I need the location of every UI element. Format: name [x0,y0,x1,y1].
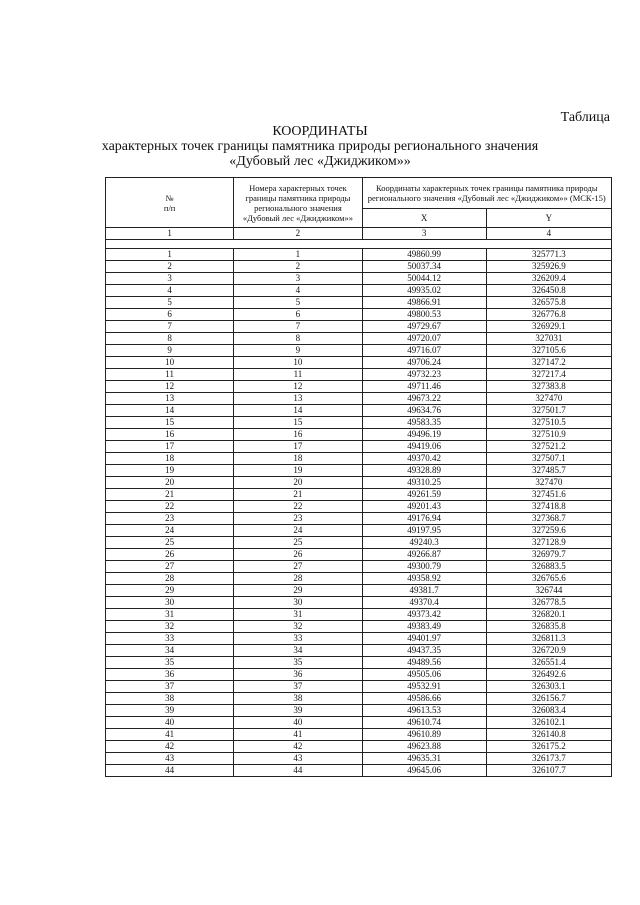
cell-x: 49489.56 [362,657,486,669]
table-row [106,705,612,717]
cell-point: 17 [234,441,362,453]
cell-number: 35 [106,657,234,669]
cell-number: 23 [106,513,234,525]
cell-x: 49310.25 [362,477,486,489]
cell-point: 18 [234,453,362,465]
cell-number: 9 [106,345,234,357]
table-row [106,669,612,681]
cell-x: 49623.88 [362,741,486,753]
coordinates-table [105,177,612,777]
cell-number: 15 [106,417,234,429]
cell-number: 44 [106,765,234,777]
cell-x: 50037.34 [362,261,486,273]
table-row [106,681,612,693]
cell-number: 2 [106,261,234,273]
cell-number: 40 [106,717,234,729]
table-row [106,393,612,405]
cell-point: 6 [234,309,362,321]
cell-point: 5 [234,297,362,309]
table-row [106,501,612,513]
cell-y: 327031 [486,333,611,345]
cell-y: 326173.7 [486,753,611,765]
cell-x: 49645.06 [362,765,486,777]
cell-y: 327105.6 [486,345,611,357]
table-row [106,465,612,477]
cell-y: 325926.9 [486,261,611,273]
cell-point: 16 [234,429,362,441]
header-coordinates: Координаты характерных точек границы памятника природы регионального значения «Дубовый лес «Джиджиком»» (МСК-15) [362,178,611,209]
table-row [106,345,612,357]
cell-point: 24 [234,525,362,537]
cell-x: 49358.92 [362,573,486,585]
cell-number: 17 [106,441,234,453]
cell-point: 30 [234,597,362,609]
cell-point: 36 [234,669,362,681]
cell-point: 39 [234,705,362,717]
cell-x: 49300.79 [362,561,486,573]
cell-y: 327485.7 [486,465,611,477]
cell-x: 49860.99 [362,249,486,261]
table-row [106,597,612,609]
cell-x: 49732.23 [362,369,486,381]
cell-number: 32 [106,621,234,633]
cell-point: 21 [234,489,362,501]
cell-x: 49610.89 [362,729,486,741]
cell-point: 42 [234,741,362,753]
table-row [106,321,612,333]
cell-number: 5 [106,297,234,309]
cell-x: 49800.53 [362,309,486,321]
cell-number: 42 [106,741,234,753]
cell-y: 327521.2 [486,441,611,453]
cell-x: 49176.94 [362,513,486,525]
cell-point: 10 [234,357,362,369]
cell-y: 327451.6 [486,489,611,501]
cell-y: 326765.6 [486,573,611,585]
cell-number: 12 [106,381,234,393]
cell-x: 49201.43 [362,501,486,513]
header-number: № п/п [106,178,234,228]
table-row [106,729,612,741]
table-row [106,297,612,309]
cell-point: 7 [234,321,362,333]
cell-y: 326820.1 [486,609,611,621]
table-row [106,273,612,285]
cell-point: 28 [234,573,362,585]
cell-y: 326175.2 [486,741,611,753]
cell-point: 25 [234,537,362,549]
cell-x: 49383.49 [362,621,486,633]
cell-point: 34 [234,645,362,657]
cell-y: 326450.8 [486,285,611,297]
cell-number: 10 [106,357,234,369]
spacer-cell [106,240,612,249]
cell-y: 326811.3 [486,633,611,645]
cell-point: 12 [234,381,362,393]
cell-point: 31 [234,609,362,621]
cell-x: 49866.91 [362,297,486,309]
cell-point: 23 [234,513,362,525]
cell-y: 326883.5 [486,561,611,573]
document-subtitle: характерных точек границы памятника природы регионального значения [101,139,539,154]
cell-number: 37 [106,681,234,693]
table-row [106,489,612,501]
cell-y: 326929.1 [486,321,611,333]
cell-x: 49613.53 [362,705,486,717]
cell-x: 49370.4 [362,597,486,609]
cell-number: 21 [106,489,234,501]
cell-y: 326303.1 [486,681,611,693]
document-subtitle-object: «Дубовый лес «Джиджиком»» [229,154,411,169]
cell-y: 326776.8 [486,309,611,321]
cell-point: 43 [234,753,362,765]
cell-number: 24 [106,525,234,537]
cell-x: 49673.22 [362,393,486,405]
cell-x: 49197.95 [362,525,486,537]
table-row [106,621,612,633]
cell-number: 30 [106,597,234,609]
table-row [106,693,612,705]
cell-number: 19 [106,465,234,477]
table-row [106,333,612,345]
cell-number: 11 [106,369,234,381]
table-row [106,633,612,645]
cell-point: 11 [234,369,362,381]
column-numbers-row [106,228,612,240]
header-point-number: Номера характерных точек границы памятника природы регионального значения «Дубовый лес «Джиджиком»» [234,178,362,228]
cell-x: 49437.35 [362,645,486,657]
table-row [106,561,612,573]
table-row [106,765,612,777]
cell-point: 13 [234,393,362,405]
cell-y: 327501.7 [486,405,611,417]
cell-number: 7 [106,321,234,333]
cell-y: 327368.7 [486,513,611,525]
spacer-row [106,240,612,249]
cell-y: 327217.4 [486,369,611,381]
table-row [106,429,612,441]
cell-number: 18 [106,453,234,465]
table-row [106,477,612,489]
cell-y: 326140.8 [486,729,611,741]
cell-x: 49729.67 [362,321,486,333]
cell-point: 2 [234,261,362,273]
table-row [106,513,612,525]
cell-point: 32 [234,621,362,633]
table-row [106,453,612,465]
cell-x: 49586.66 [362,693,486,705]
table-row [106,741,612,753]
cell-point: 26 [234,549,362,561]
cell-x: 49610.74 [362,717,486,729]
cell-y: 326778.5 [486,597,611,609]
cell-number: 28 [106,573,234,585]
cell-point: 8 [234,333,362,345]
cell-x: 49532.91 [362,681,486,693]
cell-y: 326979.7 [486,549,611,561]
cell-number: 16 [106,429,234,441]
cell-y: 327259.6 [486,525,611,537]
column-number: 3 [362,228,486,240]
cell-y: 326107.7 [486,765,611,777]
cell-point: 4 [234,285,362,297]
table-row [106,549,612,561]
cell-y: 326156.7 [486,693,611,705]
table-row [106,717,612,729]
cell-x: 49419.06 [362,441,486,453]
table-row [106,381,612,393]
table-row [106,417,612,429]
cell-point: 33 [234,633,362,645]
cell-number: 25 [106,537,234,549]
cell-x: 49716.07 [362,345,486,357]
cell-number: 27 [106,561,234,573]
table-row [106,525,612,537]
cell-number: 26 [106,549,234,561]
cell-number: 36 [106,669,234,681]
cell-x: 49381.7 [362,585,486,597]
table-row [106,585,612,597]
cell-y: 326209.4 [486,273,611,285]
cell-y: 327507.1 [486,453,611,465]
header-x: X [362,209,486,228]
cell-number: 20 [106,477,234,489]
cell-y: 327128.9 [486,537,611,549]
cell-y: 327470 [486,477,611,489]
cell-number: 8 [106,333,234,345]
cell-number: 41 [106,729,234,741]
cell-y: 326575.8 [486,297,611,309]
cell-point: 37 [234,681,362,693]
cell-point: 35 [234,657,362,669]
cell-x: 49240.3 [362,537,486,549]
cell-point: 41 [234,729,362,741]
table-label: Таблица [560,110,610,125]
cell-y: 326492.6 [486,669,611,681]
cell-y: 327383.8 [486,381,611,393]
cell-number: 22 [106,501,234,513]
cell-number: 6 [106,309,234,321]
cell-point: 29 [234,585,362,597]
cell-number: 34 [106,645,234,657]
cell-point: 38 [234,693,362,705]
cell-number: 3 [106,273,234,285]
cell-y: 327510.5 [486,417,611,429]
cell-y: 327470 [486,393,611,405]
cell-point: 15 [234,417,362,429]
document-title: КООРДИНАТЫ [272,124,368,139]
cell-number: 4 [106,285,234,297]
cell-number: 29 [106,585,234,597]
cell-point: 1 [234,249,362,261]
cell-point: 9 [234,345,362,357]
cell-point: 22 [234,501,362,513]
cell-y: 327147.2 [486,357,611,369]
cell-point: 19 [234,465,362,477]
cell-number: 14 [106,405,234,417]
cell-x: 49266.87 [362,549,486,561]
cell-x: 49634.76 [362,405,486,417]
cell-x: 49373.42 [362,609,486,621]
table-row [106,249,612,261]
cell-point: 44 [234,765,362,777]
cell-x: 49711.46 [362,381,486,393]
cell-number: 39 [106,705,234,717]
cell-x: 49496.19 [362,429,486,441]
cell-y: 326744 [486,585,611,597]
cell-number: 13 [106,393,234,405]
table-row [106,645,612,657]
table-row [106,261,612,273]
column-number: 4 [486,228,611,240]
cell-x: 49935.02 [362,285,486,297]
cell-number: 38 [106,693,234,705]
cell-x: 49261.59 [362,489,486,501]
cell-y: 327510.9 [486,429,611,441]
cell-x: 49370.42 [362,453,486,465]
cell-number: 33 [106,633,234,645]
column-number: 2 [234,228,362,240]
cell-x: 49635.31 [362,753,486,765]
table-row [106,369,612,381]
cell-x: 49706.24 [362,357,486,369]
table-row [106,357,612,369]
table-row [106,537,612,549]
cell-x: 50044.12 [362,273,486,285]
table-row [106,753,612,765]
cell-y: 325771.3 [486,249,611,261]
cell-point: 20 [234,477,362,489]
header-y: Y [486,209,611,228]
cell-number: 43 [106,753,234,765]
cell-x: 49583.35 [362,417,486,429]
cell-y: 326720.9 [486,645,611,657]
cell-x: 49505.06 [362,669,486,681]
table-row [106,441,612,453]
cell-y: 327418.8 [486,501,611,513]
cell-y: 326102.1 [486,717,611,729]
cell-point: 3 [234,273,362,285]
table-row [106,285,612,297]
cell-point: 40 [234,717,362,729]
cell-y: 326083.4 [486,705,611,717]
cell-y: 326835.8 [486,621,611,633]
column-number: 1 [106,228,234,240]
cell-number: 1 [106,249,234,261]
cell-x: 49720.07 [362,333,486,345]
table-row [106,309,612,321]
cell-point: 27 [234,561,362,573]
cell-x: 49328.89 [362,465,486,477]
table-row [106,657,612,669]
table-row [106,405,612,417]
cell-point: 14 [234,405,362,417]
cell-x: 49401.97 [362,633,486,645]
cell-number: 31 [106,609,234,621]
table-row [106,609,612,621]
cell-y: 326551.4 [486,657,611,669]
table-row [106,573,612,585]
